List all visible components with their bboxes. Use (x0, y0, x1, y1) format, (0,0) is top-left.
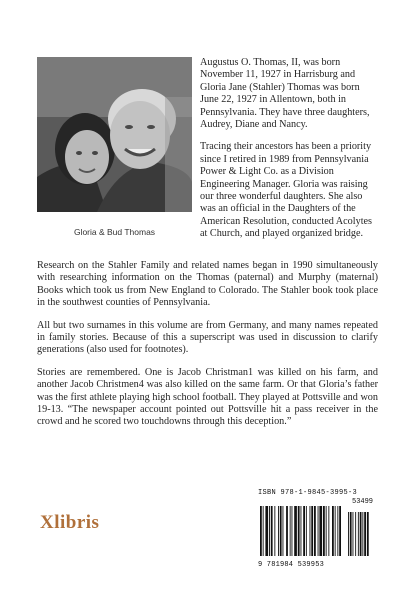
author-bio (200, 57, 378, 241)
description-paragraph: All but two surnames in this volume are from Germany, and many names repeated in family stories. Because of this a superscript was used in discussion to clarify generations (also used for footnotes). (37, 319, 378, 356)
bio-paragraph: Augustus O. Thomas, II, was born November 11, 1927 in Harrisburg and Gloria Jane (Stahler) Thomas was born June 22, 1927 in Allentown, both in Pennsylvania. They have three daughters, Audrey, Diane and Nancy. (200, 57, 370, 131)
isbn-label: ISBN 978-1-9845-3995-3 (258, 489, 358, 497)
publisher-logo: Xlibris (40, 512, 100, 533)
price-code: 53499 (352, 498, 374, 506)
author-photo (37, 57, 192, 212)
ean-digits: 9 781984 539953 (258, 561, 325, 569)
book-description (37, 260, 378, 439)
barcode-graphic (258, 506, 373, 558)
description-paragraph: Research on the Stahler Family and related names began in 1990 simultaneously with researching information on the Thomas (paternal) and Murphy (maternal) Books which took us from New England to Colorado. The Stahler book took place in the southwest counties of Pennsylvania. (37, 260, 378, 309)
photo-caption: Gloria & Bud Thomas (73, 227, 156, 237)
bio-paragraph: Tracing their ancestors has been a priority since I retired in 1989 from Pennsylvania Power & Light Co. as a Division Engineering Manager. Gloria was raising our three wonderful daughters. She also was an official in the Daughters of the American Resolution, conducted Acolytes at Church, and played organized bridge. (200, 141, 373, 240)
author-photo-image (37, 57, 192, 212)
description-paragraph: Stories are remembered. One is Jacob Christman1 was killed on his farm, and another Jacob Christmen4 was also killed on the same farm. Or that Gloria’s father was the first athlete playing high school football. They played at Pottsville and won 19-13. “The newspaper account pointed out Pottsville hit a pass receiver in the crowd and he scored two touchdowns through this deception.” (37, 366, 378, 428)
